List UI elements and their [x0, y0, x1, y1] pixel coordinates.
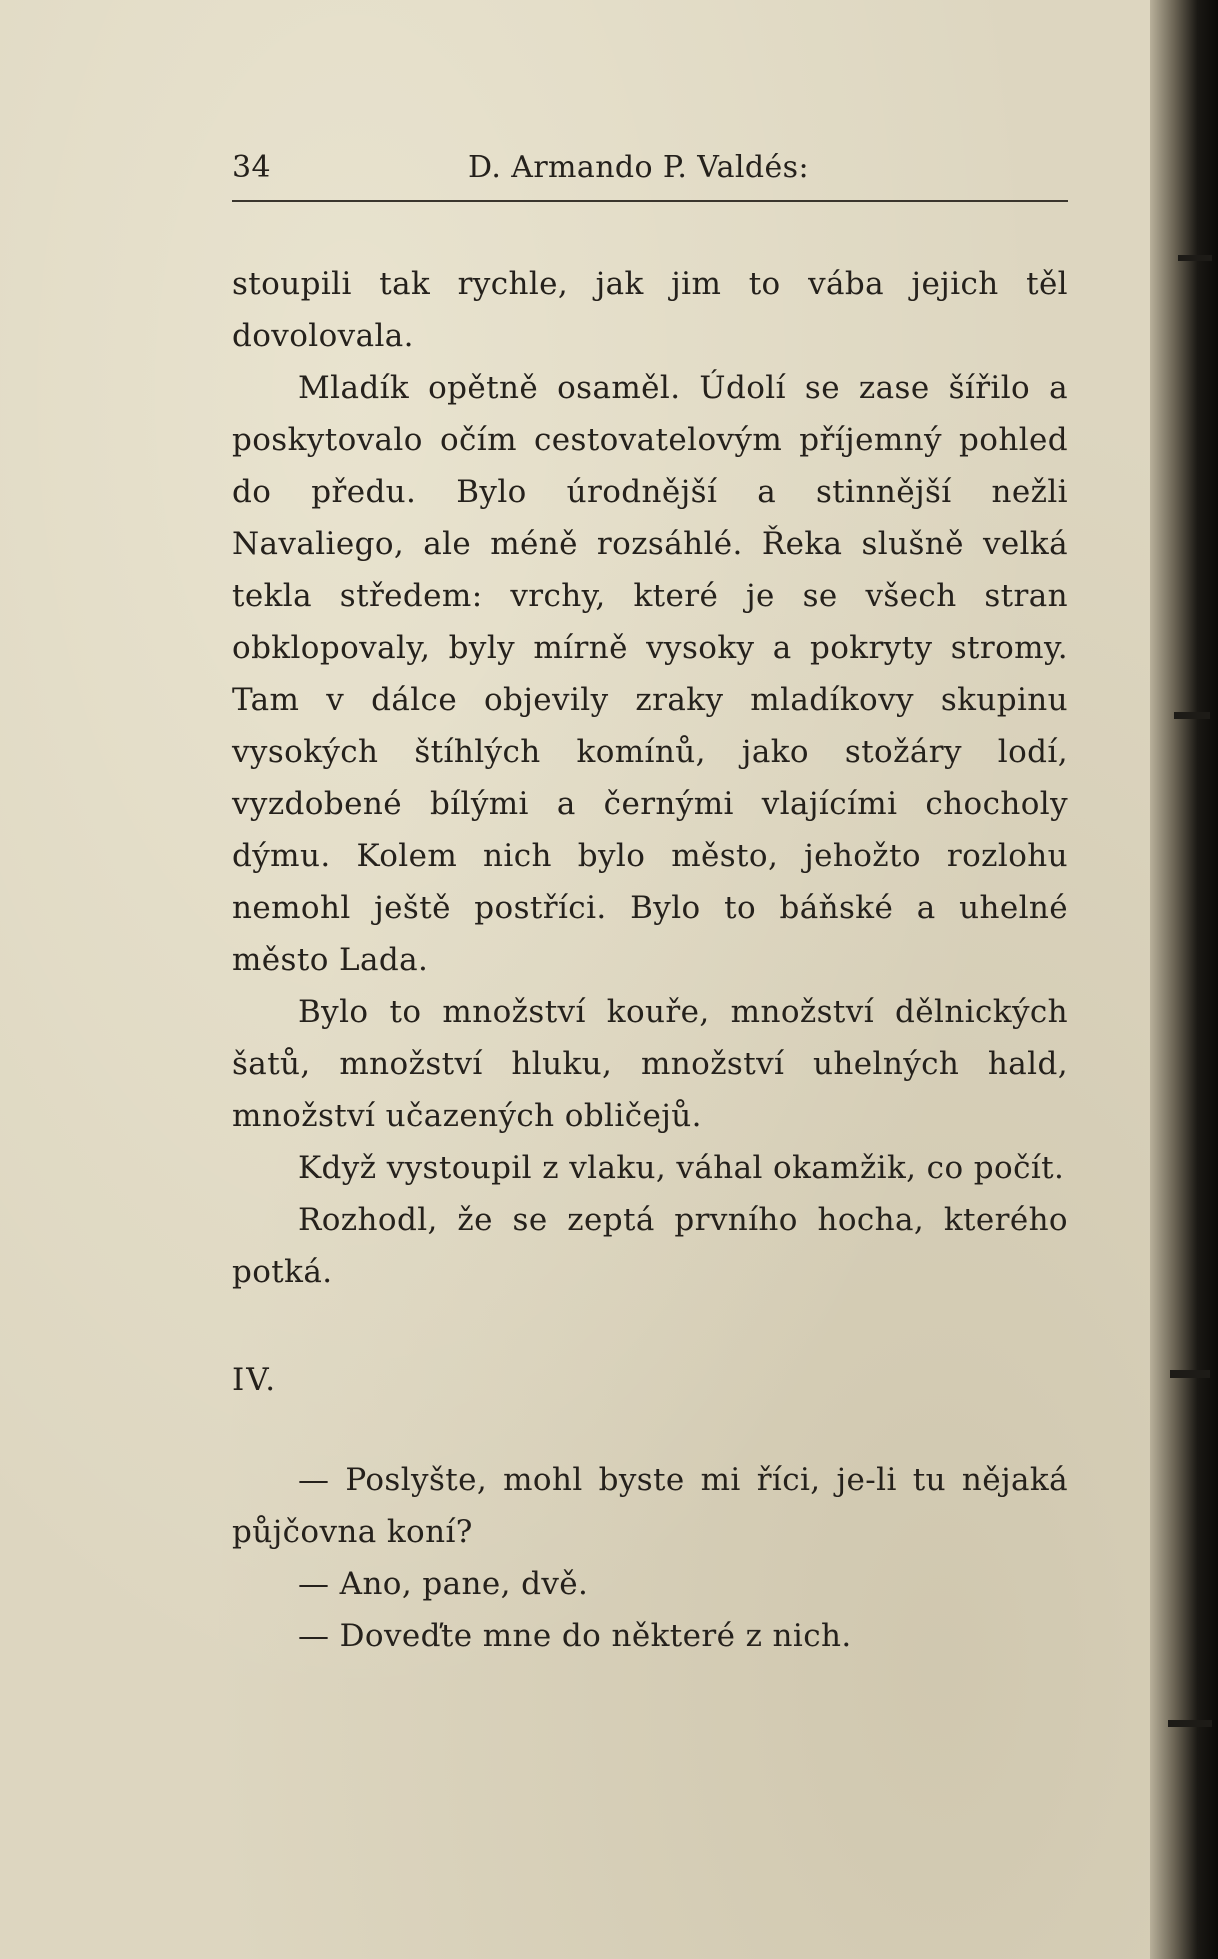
gutter-mark: [1174, 712, 1210, 719]
book-gutter: [1150, 0, 1218, 1959]
paragraph-1: stoupili tak rychle, jak jim to vába jejich těl dovolovala.: [232, 266, 1068, 354]
section-heading: IV.: [232, 1362, 278, 1398]
header-rule: [232, 200, 1068, 202]
dialogue-line-3: — Doveďte mne do některé z nich.: [298, 1618, 852, 1654]
running-head-title: D. Armando P. Valdés:: [468, 150, 809, 185]
paragraph-4: Když vystoupil z vlaku, váhal okamžik, co počít.: [298, 1150, 1065, 1186]
gutter-mark: [1168, 1720, 1212, 1727]
page-number: 34: [232, 150, 271, 185]
gutter-mark: [1178, 255, 1212, 261]
dialogue-line-2: — Ano, pane, dvě.: [298, 1566, 589, 1602]
body-text: [232, 258, 1068, 1662]
gutter-mark: [1170, 1370, 1210, 1378]
dialogue-line-1: — Poslyšte, mohl byste mi říci, je-li tu nějaká půjčovna koní?: [232, 1462, 1068, 1550]
paragraph-5: Rozhodl, že se zeptá prvního hocha, kterého potká.: [232, 1202, 1068, 1290]
paragraph-2: Mladík opětně osaměl. Údolí se zase šířilo a poskytovalo očím cestovatelovým příjemný pohled do předu. Bylo úrodnější a stinnější nežli Navaliego, ale méně rozsáhlé. Řeka slušně velká tekla středem: vrchy, které je se všech stran obklopovaly, byly mírně vysoky a pokryty stromy. Tam v dálce objevily zraky mladíkovy skupinu vysokých štíhlých komínů, jako stožáry lodí, vyzdobené bílými a černými vlajícími chocholy dýmu. Kolem nich bylo město, jehožto rozlohu nemohl ještě postříci. Bylo to báňské a uhelné město Lada.: [232, 370, 1068, 978]
paragraph-3: Bylo to množství kouře, množství dělnických šatů, množství hluku, množství uhelných hald, množství učazených obličejů.: [232, 994, 1068, 1134]
running-head: [232, 150, 1068, 194]
